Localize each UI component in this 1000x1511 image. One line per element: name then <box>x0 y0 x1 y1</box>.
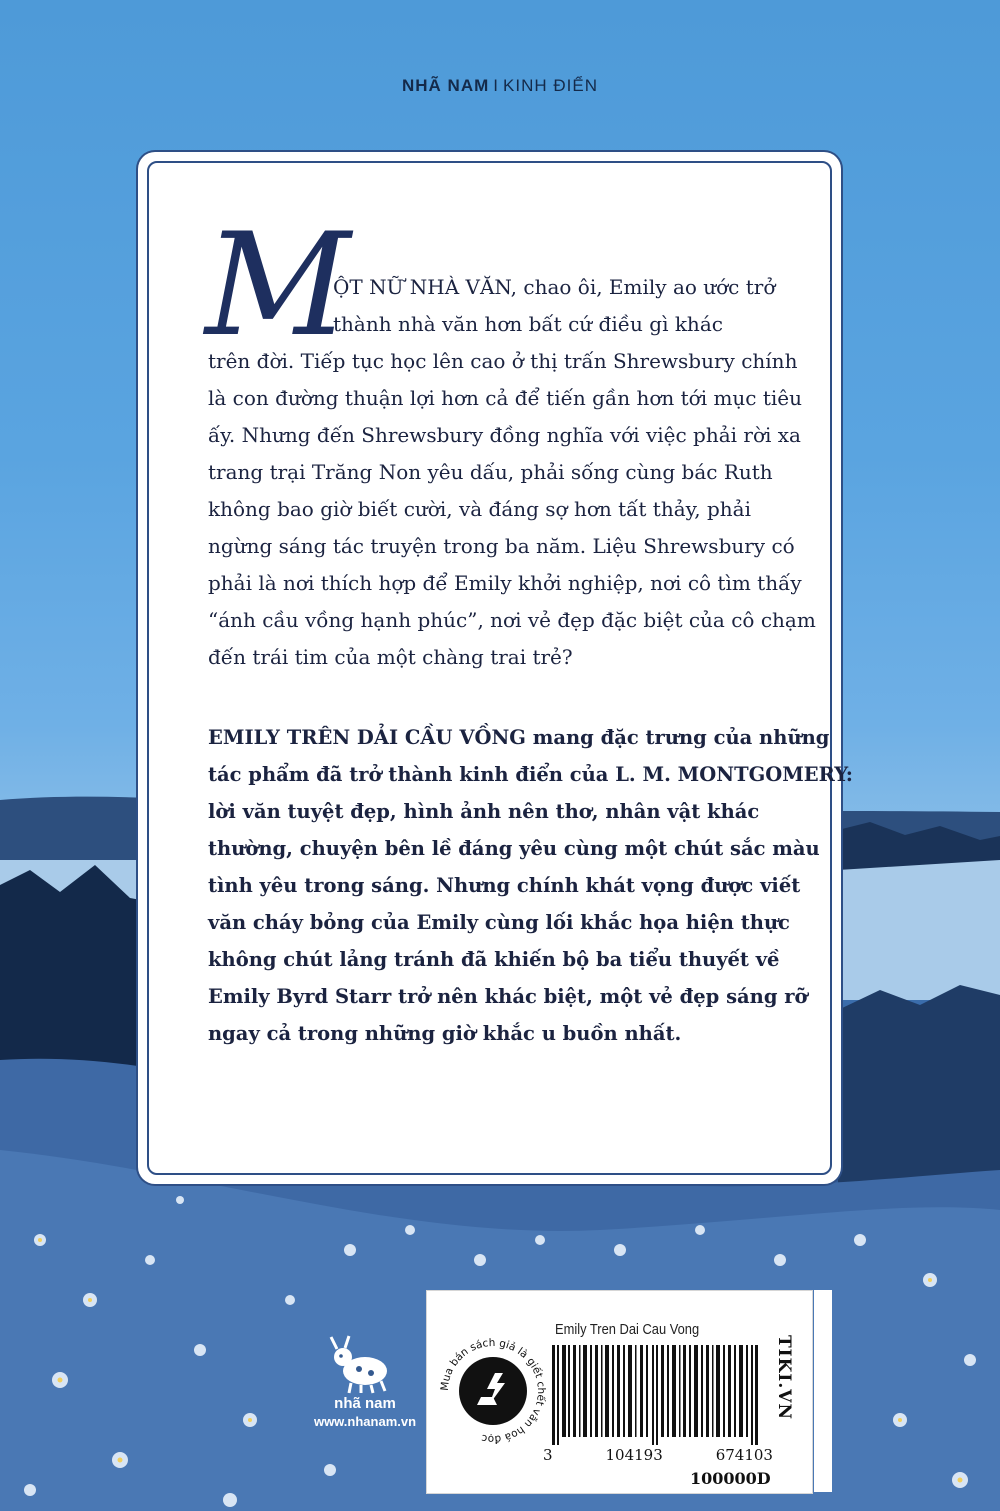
series-name: KINH ĐIỂN <box>503 76 598 95</box>
paragraph-line: tình yêu trong sáng. Nhưng chính khát vọng được viết <box>208 874 801 897</box>
barcode <box>552 1345 772 1445</box>
blurb-panel <box>141 155 853 1181</box>
publisher-name: NHÃ NAM <box>402 76 490 95</box>
price-code: 100000D <box>690 1469 771 1488</box>
paragraph-line: ngừng sáng tác truyện trong ba năm. Liệu Shrewsbury có <box>208 534 795 558</box>
paragraph-line: trên đời. Tiếp tục học lên cao ở thị trấn Shrewsbury chính <box>208 349 798 373</box>
paragraph-line: EMILY TRÊN DẢI CẦU VỒNG mang đặc trưng của những <box>208 726 830 749</box>
barcode-number <box>543 1446 773 1464</box>
barcode-digit-group: 674103 <box>715 1446 773 1464</box>
paragraph-line: Emily Byrd Starr trở nên khác biệt, một vẻ đẹp sáng rỡ <box>208 985 808 1008</box>
paragraph-line: văn cháy bỏng của Emily cùng lối khắc họa hiện thực <box>208 911 790 934</box>
header-separator: I <box>493 76 500 95</box>
logo-name: nhã nam <box>334 1395 396 1412</box>
paragraph-line: là con đường thuận lợi hơn cả để tiến gần hơn tới mục tiêu <box>208 386 803 410</box>
series-header <box>0 76 1000 96</box>
paragraph-line: đến trái tim của một chàng trai trẻ? <box>208 645 573 669</box>
paragraph-line: “ánh cầu vồng hạnh phúc”, nơi vẻ đẹp đặc biệt của cô chạm <box>208 608 816 632</box>
drop-cap: M <box>205 203 351 368</box>
paragraph-line: phải là nơi thích hợp để Emily khởi nghiệp, nơi cô tìm thấy <box>208 571 802 595</box>
sticker-title: Emily Tren Dai Cau Vong <box>555 1321 700 1338</box>
publisher-logo <box>300 1335 430 1429</box>
nhanam-deer-icon <box>325 1335 405 1395</box>
paragraph-line: tác phẩm đã trở thành kinh điển của L. M. MONTGOMERY: <box>208 763 853 786</box>
paragraph-line: không chút lảng tránh đã khiến bộ ba tiểu thuyết về <box>208 948 780 971</box>
paragraph-line: ỘT NỮ NHÀ VĂN, chao ôi, Emily ao ước trở <box>333 275 776 299</box>
paragraph-line: ngay cả trong những giờ khắc u buồn nhất. <box>208 1022 682 1045</box>
paragraph-line: không bao giờ biết cười, và đáng sợ hơn tất thảy, phải <box>208 497 751 521</box>
sticker-edge <box>814 1290 832 1492</box>
price-sticker <box>426 1290 813 1494</box>
paragraph-line: thành nhà văn hơn bất cứ điều gì khác <box>333 312 723 336</box>
paragraph-line: thường, chuyện bên lề đáng yêu cùng một chút sắc màu <box>208 837 820 860</box>
logo-url: www.nhanam.vn <box>313 1414 417 1429</box>
barcode-digit-group: 104193 <box>605 1446 663 1464</box>
paragraph-line: trang trại Trăng Non yêu dấu, phải sống cùng bác Ruth <box>208 460 773 484</box>
seal-text: Mua bán sách giả là giết chết văn hoá đọc <box>438 1336 548 1446</box>
paragraph-line: lời văn tuyệt đẹp, hình ảnh nên thơ, nhân vật khác <box>208 800 760 823</box>
anti-counterfeit-seal-icon <box>437 1335 549 1447</box>
store-label: TIKI.VN <box>774 1335 794 1420</box>
blurb-paragraph-1 <box>208 269 816 676</box>
blurb-paragraph-2 <box>208 719 853 1052</box>
paragraph-line: ấy. Nhưng đến Shrewsbury đồng nghĩa với việc phải rời xa <box>208 423 801 447</box>
barcode-digit-group: 3 <box>543 1446 553 1464</box>
